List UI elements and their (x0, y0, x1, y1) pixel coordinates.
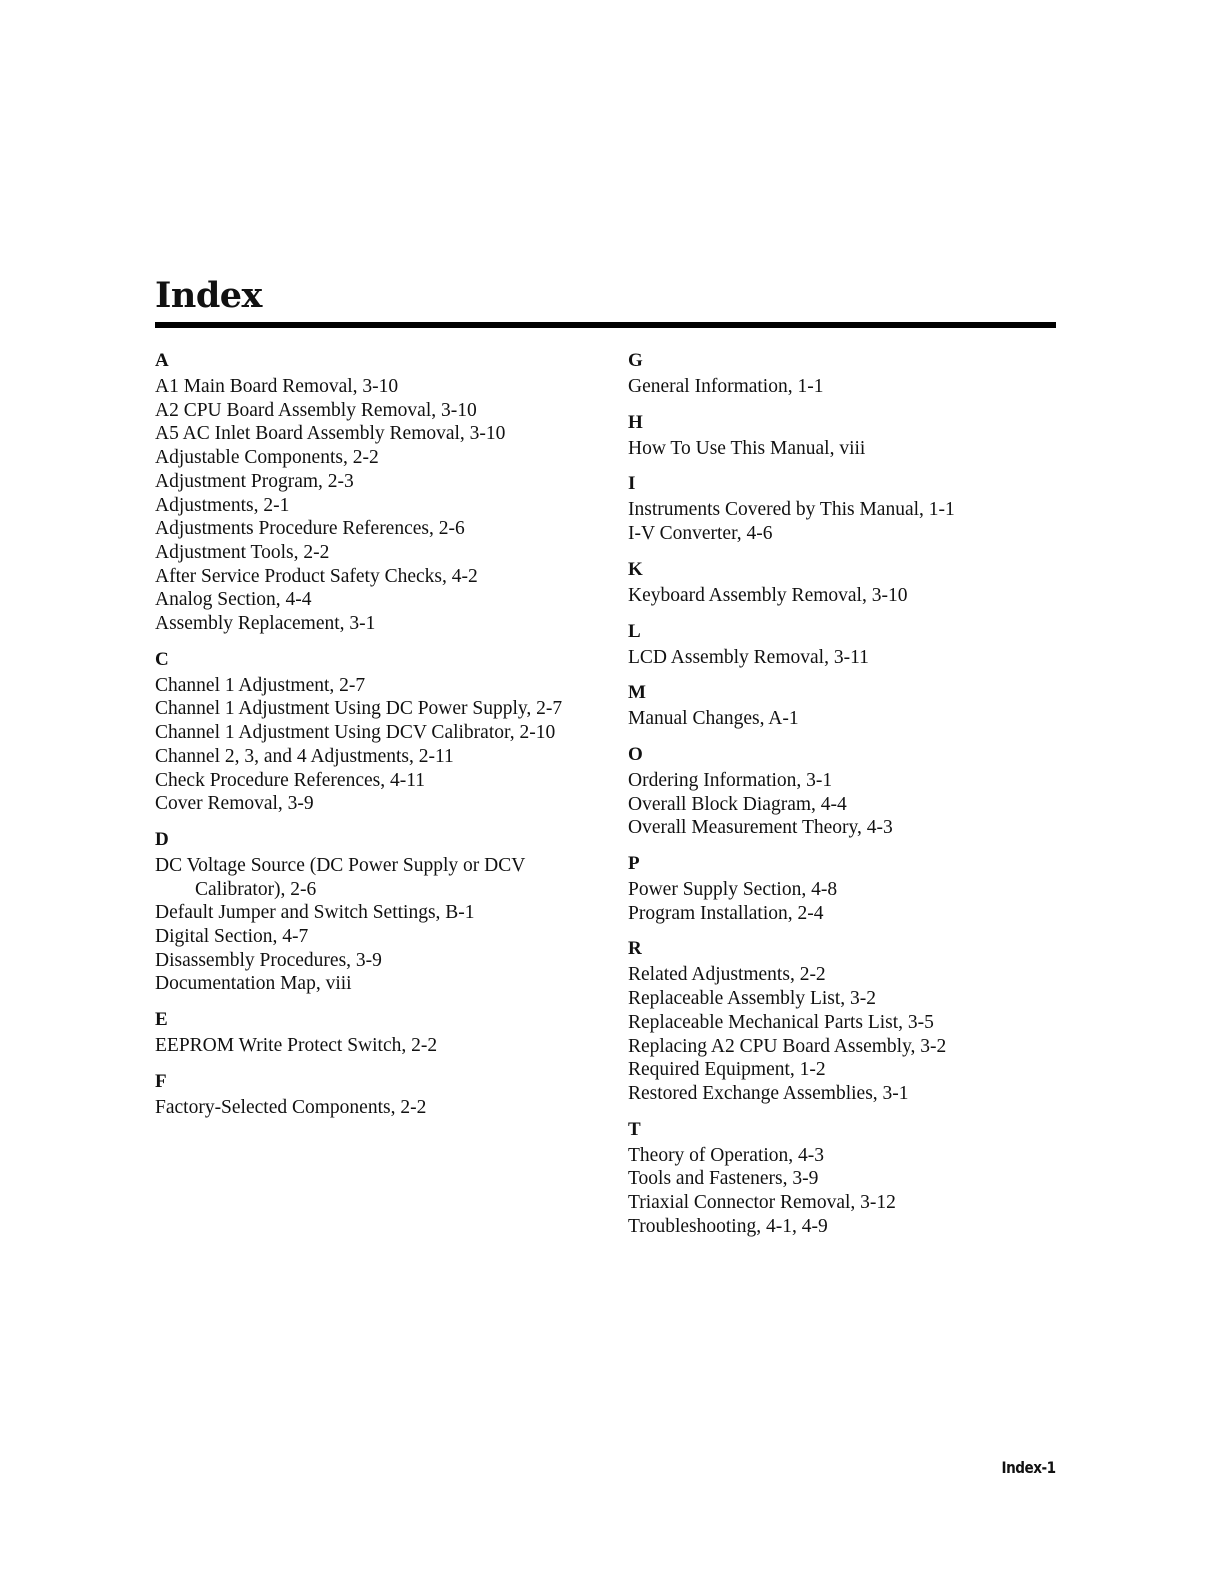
index-entry: Keyboard Assembly Removal, 3-10 (628, 584, 908, 606)
index-entry: Channel 2, 3, and 4 Adjustments, 2-11 (155, 745, 454, 767)
index-entry: LCD Assembly Removal, 3-11 (628, 646, 869, 668)
index-entry: After Service Product Safety Checks, 4-2 (155, 565, 478, 587)
section-letter: G (628, 350, 643, 371)
section-letter: K (628, 558, 643, 580)
index-section-d (155, 825, 585, 996)
section-letter: P (628, 853, 640, 875)
index-section-f (155, 1067, 585, 1120)
section-letter: F (155, 1070, 167, 1092)
index-entry: Cover Removal, 3-9 (155, 793, 314, 815)
page-title: Index (155, 275, 262, 316)
index-entry: Replacing A2 CPU Board Assembly, 3-2 (628, 1035, 947, 1057)
index-entry: I-V Converter, 4-6 (628, 523, 773, 545)
index-entry: Factory-Selected Components, 2-2 (155, 1096, 427, 1118)
index-section-t (628, 1115, 1058, 1239)
index-entry: General Information, 1-1 (628, 376, 824, 397)
index-entry: Disassembly Procedures, 3-9 (155, 949, 382, 971)
index-entry: Adjustments, 2-1 (155, 494, 290, 516)
index-entry: Overall Block Diagram, 4-4 (628, 793, 847, 815)
index-column-right (628, 346, 1058, 1247)
index-section-h (628, 408, 1058, 461)
index-entry: Overall Measurement Theory, 4-3 (628, 817, 893, 839)
index-entry: Troubleshooting, 4-1, 4-9 (628, 1215, 828, 1237)
index-entry: Channel 1 Adjustment Using DCV Calibrator, 2-10 (155, 722, 556, 744)
index-entry: Adjustments Procedure References, 2-6 (155, 518, 465, 540)
section-letter: L (628, 620, 641, 642)
section-letter: C (155, 648, 169, 670)
index-section-a (155, 346, 585, 636)
index-section-m (628, 678, 1058, 731)
index-entry: Instruments Covered by This Manual, 1-1 (628, 499, 955, 521)
index-section-c (155, 645, 585, 816)
index-entry: Replaceable Assembly List, 3-2 (628, 988, 877, 1010)
index-entry: A2 CPU Board Assembly Removal, 3-10 (155, 399, 477, 421)
index-entry: Channel 1 Adjustment Using DC Power Supply, 2-7 (155, 698, 563, 720)
index-section-p (628, 849, 1058, 925)
index-section-o (628, 740, 1058, 840)
index-entry: Triaxial Connector Removal, 3-12 (628, 1192, 896, 1214)
page-footer: Index-1 (1001, 1458, 1056, 1477)
index-entry: Required Equipment, 1-2 (628, 1059, 826, 1081)
index-entry: How To Use This Manual, viii (628, 437, 866, 459)
section-letter: H (628, 411, 643, 433)
index-entry: Assembly Replacement, 3-1 (155, 613, 376, 635)
section-letter: R (628, 938, 642, 960)
index-entry: A1 Main Board Removal, 3-10 (155, 376, 399, 397)
section-letter: M (628, 682, 646, 704)
index-section-g (628, 346, 1058, 399)
index-entry: DC Voltage Source (DC Power Supply or DCV Calibrator), 2-6 (155, 854, 525, 900)
index-entry: Tools and Fasteners, 3-9 (628, 1168, 819, 1190)
index-section-e (155, 1005, 585, 1058)
index-entry: Documentation Map, viii (155, 973, 352, 995)
index-entry: Check Procedure References, 4-11 (155, 769, 425, 791)
index-entry: Related Adjustments, 2-2 (628, 964, 826, 986)
index-entry: Adjustment Program, 2-3 (155, 470, 354, 492)
index-entry: Digital Section, 4-7 (155, 926, 309, 948)
section-letter: A (155, 350, 169, 371)
section-letter: O (628, 743, 643, 765)
section-letter: E (155, 1009, 168, 1031)
title-rule (155, 322, 1056, 328)
index-entry: Manual Changes, A-1 (628, 708, 799, 730)
index-section-r (628, 934, 1058, 1105)
section-letter: T (628, 1118, 641, 1140)
index-section-k (628, 555, 1058, 608)
index-entry: Power Supply Section, 4-8 (628, 879, 838, 901)
index-entry: Replaceable Mechanical Parts List, 3-5 (628, 1011, 934, 1033)
section-letter: I (628, 473, 636, 495)
index-entry: A5 AC Inlet Board Assembly Removal, 3-10 (155, 423, 506, 445)
index-entry: Ordering Information, 3-1 (628, 769, 833, 791)
index-section-l (628, 617, 1058, 670)
section-letter: D (155, 828, 169, 850)
index-section-i (628, 469, 1058, 545)
index-entry: Analog Section, 4-4 (155, 589, 312, 611)
index-column-left (155, 346, 585, 1129)
index-entry: Adjustable Components, 2-2 (155, 447, 379, 469)
index-entry: Restored Exchange Assemblies, 3-1 (628, 1082, 909, 1104)
index-entry: Adjustment Tools, 2-2 (155, 541, 330, 563)
index-entry: Program Installation, 2-4 (628, 902, 824, 924)
index-entry: Default Jumper and Switch Settings, B-1 (155, 902, 475, 924)
index-entry: Theory of Operation, 4-3 (628, 1144, 825, 1166)
index-entry: EEPROM Write Protect Switch, 2-2 (155, 1035, 438, 1057)
index-entry: Channel 1 Adjustment, 2-7 (155, 674, 366, 696)
